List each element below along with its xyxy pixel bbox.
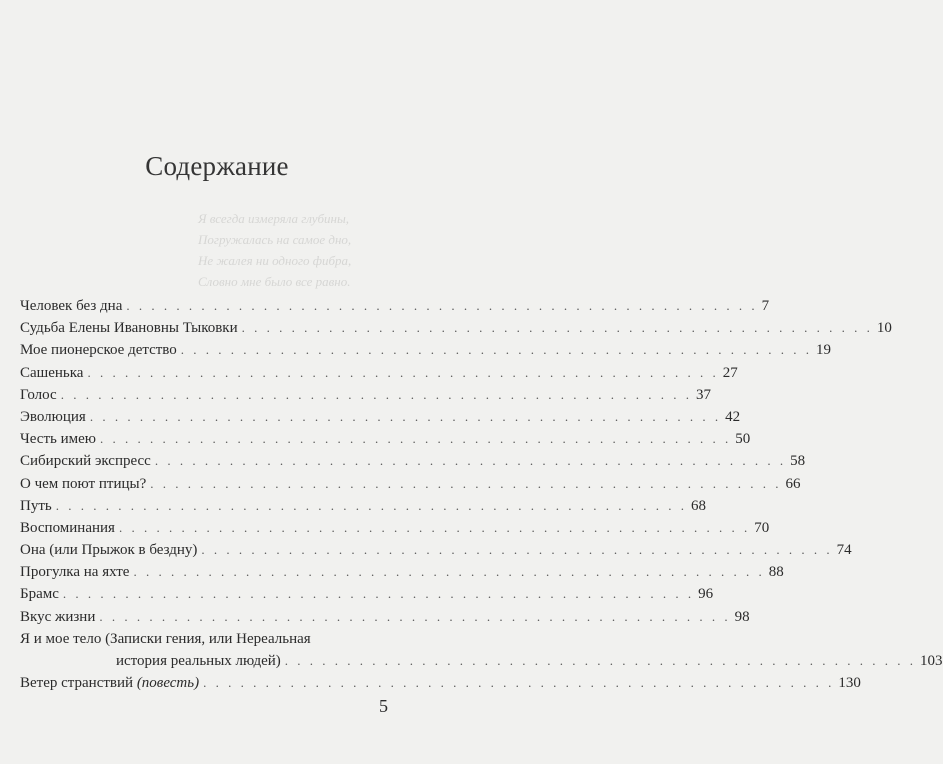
toc-entry-title-main: Ветер странствий [20,675,134,692]
toc-entry-title: Судьба Елены Ивановны Тыковки [20,320,238,337]
toc-entry-title: Сибирский экспресс [20,453,151,470]
toc-leader-dots: . . . . . . . . . . . . . . . . . . . . . . . . . . . . . . . . . . . . . . . . . . . . . . . . . . . [126,298,758,313]
toc-entry-continuation[interactable] [20,653,943,675]
table-of-contents [20,298,943,697]
toc-entry-page: 88 [768,564,784,581]
toc-entry-page: 19 [816,342,832,359]
toc-leader-dots: . . . . . . . . . . . . . . . . . . . . . . . . . . . . . . . . . . . . . . . . . . . . . . . . . . . [154,453,787,469]
toc-entry-title: Путь [20,497,52,514]
toc-entry-title: Мое пионерское детство [20,342,177,359]
toc-entry[interactable] [20,631,380,653]
toc-entry-title: Сашенька [20,364,84,381]
toc-entry[interactable] [20,408,741,431]
toc-leader-dots: . . . . . . . . . . . . . . . . . . . . . . . . . . . . . . . . . . . . . . . . . . . . . . . . . . . [89,408,722,424]
toc-leader-dots: . . . . . . . . . . . . . . . . . . . . . . . . . . . . . . . . . . . . . . . . . . . . . . . . . . . [180,342,813,358]
toc-entry[interactable] [20,364,738,387]
toc-entry-page: 103 [920,653,943,669]
toc-entry-title: Брамс [20,586,59,603]
toc-entry-title: Вкус жизни [20,608,96,625]
toc-entry-title: Воспоминания [20,519,115,536]
toc-entry[interactable] [20,586,714,608]
toc-leader-dots: . . . . . . . . . . . . . . . . . . . . . . . . . . . . . . . . . . . . . . . . . . . . . . . . . . . [133,564,765,580]
bleed-through-line: Словно мне было все равно. [198,274,351,289]
toc-entry-page: 130 [838,675,861,692]
toc-entry-page: 27 [722,364,738,381]
toc-entry-title: Она (или Прыжок в бездну) [20,542,198,559]
toc-entry[interactable] [20,475,801,498]
toc-entry[interactable] [20,453,806,475]
toc-entry-page: 10 [876,320,892,337]
toc-entry[interactable] [20,320,892,342]
toc-entry-page: 74 [836,542,852,559]
toc-leader-dots: . . . . . . . . . . . . . . . . . . . . . . . . . . . . . . . . . . . . . . . . . . . . . . . . . . . [60,386,692,402]
bleed-through-line: Я всегда измеряла глубины, [198,211,350,226]
toc-leader-dots: . . . . . . . . . . . . . . . . . . . . . . . . . . . . . . . . . . . . . . . . . . . . . . . . . . . [203,675,835,691]
toc-entry-title: история реальных людей) [116,653,281,669]
toc-leader-dots: . . . . . . . . . . . . . . . . . . . . . . . . . . . . . . . . . . . . . . . . . . . . . . . . . . . [118,519,751,535]
toc-entry-title: Честь имею [20,431,96,448]
toc-entry[interactable] [20,564,784,586]
toc-entry-page: 96 [698,586,714,603]
toc-leader-dots: . . . . . . . . . . . . . . . . . . . . . . . . . . . . . . . . . . . . . . . . . . . . . . . . . . . [62,586,695,602]
toc-entry-title [20,675,199,692]
toc-leader-dots: . . . . . . . . . . . . . . . . . . . . . . . . . . . . . . . . . . . . . . . . . . . . . . . . . . . [55,497,687,513]
toc-entry[interactable] [20,386,711,409]
toc-entry[interactable] [20,519,770,542]
toc-entry-page: 98 [734,608,750,625]
bleed-through-line: Не жалея ни одного фибра, [198,253,352,268]
toc-entry[interactable] [20,675,861,697]
toc-leader-dots: . . . . . . . . . . . . . . . . . . . . . . . . . . . . . . . . . . . . . . . . . . . . . . . . . . . [99,608,731,624]
toc-leader-dots: . . . . . . . . . . . . . . . . . . . . . . . . . . . . . . . . . . . . . . . . . . . . . . . . . . . [201,542,833,558]
toc-entry-page: 68 [690,497,706,514]
toc-entry-page: 50 [735,431,751,448]
toc-entry-page: 66 [785,475,801,492]
toc-entry-page: 70 [754,519,770,536]
page-title: Содержание [145,151,289,181]
toc-entry-title-note: (повесть) [136,675,200,692]
page-number: 5 [379,696,388,716]
bleed-through-line: Погружалась на самое дно, [198,232,352,247]
toc-entry-page: 42 [725,408,741,425]
toc-leader-dots: . . . . . . . . . . . . . . . . . . . . . . . . . . . . . . . . . . . . . . . . . . . . . . . . . . . [284,653,917,668]
toc-entry[interactable] [20,497,706,520]
toc-entry-page: 7 [761,298,770,314]
toc-entry[interactable] [20,431,751,453]
bleed-through-text [198,208,351,292]
toc-entry-title: Голос [20,386,57,403]
toc-entry-title: Эволюция [20,408,86,425]
toc-entry-title: Человек без дна [20,298,123,314]
toc-entry-title: Прогулка на яхте [20,564,130,581]
toc-entry-page: 37 [695,386,711,403]
toc-leader-dots: . . . . . . . . . . . . . . . . . . . . . . . . . . . . . . . . . . . . . . . . . . . . . . . . . . . [99,431,732,447]
toc-leader-dots: . . . . . . . . . . . . . . . . . . . . . . . . . . . . . . . . . . . . . . . . . . . . . . . . . . . [87,364,719,380]
toc-entry[interactable] [20,608,750,631]
toc-entry-title: Я и мое тело (Записки гения, или Нереальная [20,630,311,647]
toc-entry[interactable] [20,542,852,564]
toc-entry-page: 58 [790,453,806,470]
toc-entry[interactable] [20,342,832,364]
toc-leader-dots: . . . . . . . . . . . . . . . . . . . . . . . . . . . . . . . . . . . . . . . . . . . . . . . . . . . [150,475,782,491]
toc-entry[interactable] [20,298,770,320]
toc-leader-dots: . . . . . . . . . . . . . . . . . . . . . . . . . . . . . . . . . . . . . . . . . . . . . . . . . . . [241,320,873,336]
toc-entry-title: О чем поют птицы? [20,475,147,492]
